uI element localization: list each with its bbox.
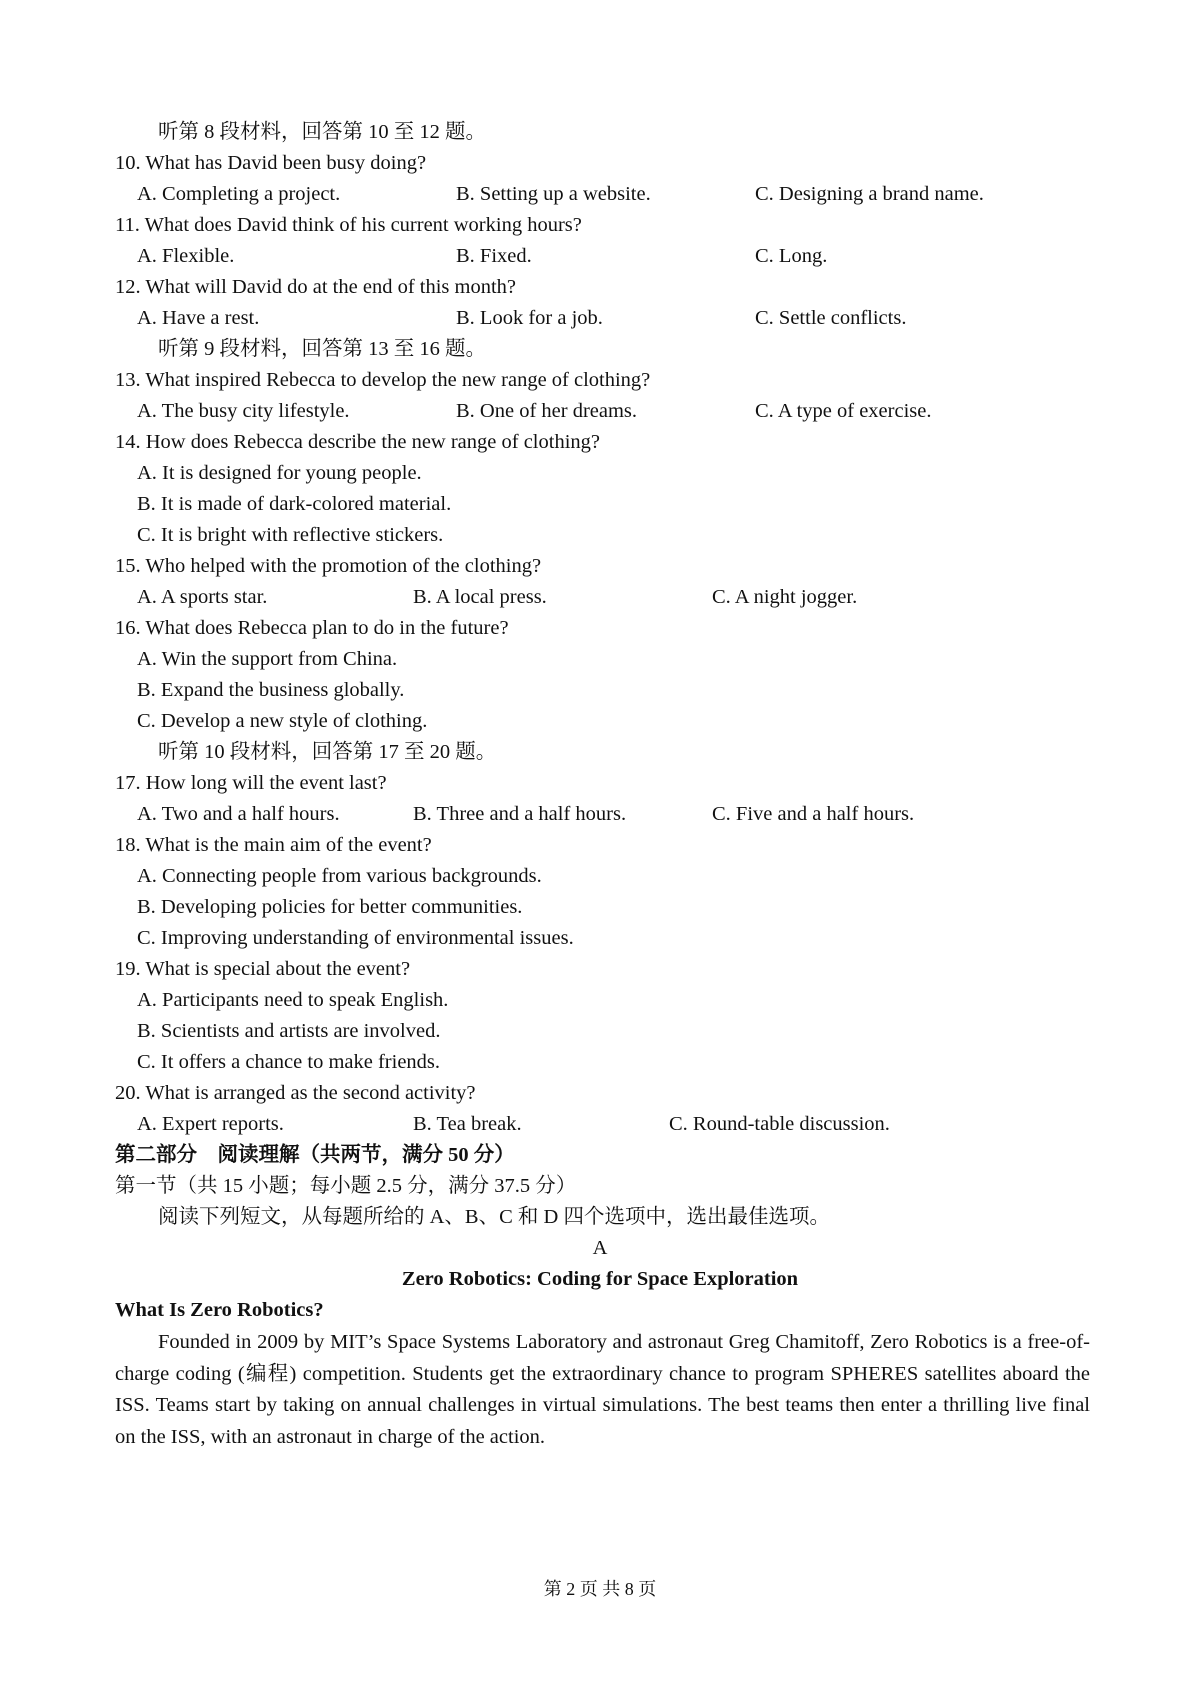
option-c: C. Develop a new style of clothing. (137, 710, 428, 732)
option-b: B. Three and a half hours. (413, 803, 627, 825)
option-c: C. It offers a chance to make friends. (137, 1051, 441, 1073)
option-a: A. Two and a half hours. (137, 803, 340, 825)
option-a: A. Expert reports. (137, 1113, 284, 1135)
option-c: C. Designing a brand name. (755, 183, 984, 205)
listening-section-8-heading: 听第 8 段材料，回答第 10 至 12 题。 (158, 121, 486, 143)
option-a: A. Participants need to speak English. (137, 989, 449, 1011)
option-c: C. It is bright with reflective stickers. (137, 524, 444, 546)
part-2-heading: 第二部分 阅读理解（共两节，满分 50 分） (115, 1144, 515, 1166)
question-16: 16. What does Rebecca plan to do in the future? (115, 617, 509, 639)
listening-section-10-heading: 听第 10 段材料，回答第 17 至 20 题。 (158, 741, 497, 763)
option-b: B. A local press. (413, 586, 547, 608)
section-1-heading: 第一节（共 15 小题；每小题 2.5 分，满分 37.5 分） (115, 1175, 577, 1197)
passage-letter: A (592, 1237, 608, 1259)
question-10: 10. What has David been busy doing? (115, 152, 427, 174)
option-b: B. Scientists and artists are involved. (137, 1020, 441, 1042)
question-13: 13. What inspired Rebecca to develop the new range of clothing? (115, 369, 651, 391)
passage-subheading: What Is Zero Robotics? (115, 1299, 324, 1321)
page-footer: 第 2 页 共 8 页 (543, 1579, 657, 1599)
option-c: C. A night jogger. (712, 586, 858, 608)
question-19: 19. What is special about the event? (115, 958, 411, 980)
question-12: 12. What will David do at the end of this month? (115, 276, 517, 298)
passage-title: Zero Robotics: Coding for Space Exploration (401, 1268, 799, 1290)
option-c: C. A type of exercise. (755, 400, 932, 422)
question-14: 14. How does Rebecca describe the new range of clothing? (115, 431, 600, 453)
option-c: C. Settle conflicts. (755, 307, 907, 329)
reading-instruction: 阅读下列短文，从每题所给的 A、B、C 和 D 四个选项中，选出最佳选项。 (158, 1206, 830, 1228)
option-a: A. A sports star. (137, 586, 268, 608)
question-18: 18. What is the main aim of the event? (115, 834, 432, 856)
question-17: 17. How long will the event last? (115, 772, 387, 794)
option-a: A. Flexible. (137, 245, 235, 267)
option-a: A. Have a rest. (137, 307, 260, 329)
option-b: B. Expand the business globally. (137, 679, 405, 701)
option-a: A. It is designed for young people. (137, 462, 422, 484)
option-b: B. Setting up a website. (456, 183, 651, 205)
option-a: A. The busy city lifestyle. (137, 400, 350, 422)
option-b: B. Tea break. (413, 1113, 522, 1135)
option-b: B. Look for a job. (456, 307, 603, 329)
option-b: B. One of her dreams. (456, 400, 638, 422)
option-b: B. It is made of dark-colored material. (137, 493, 452, 515)
option-c: C. Long. (755, 245, 828, 267)
option-b: B. Developing policies for better communities. (137, 896, 523, 918)
listening-section-9-heading: 听第 9 段材料，回答第 13 至 16 题。 (158, 338, 486, 360)
option-c: C. Improving understanding of environmental issues. (137, 927, 574, 949)
option-c: C. Five and a half hours. (712, 803, 915, 825)
passage-paragraph: Founded in 2009 by MIT’s Space Systems Laboratory and astronaut Greg Chamitoff, Zero Robotics is a free-of-charge coding (编程) competition. Students get the extraordinary chance to program SPHERES satellites aboard the ISS. Teams start by taking on annual challenges in virtual simulations. The best teams then enter a thrilling live final on the ISS, with an astronaut in charge of the action. (115, 1331, 1090, 1449)
option-a: A. Win the support from China. (137, 648, 398, 670)
option-c: C. Round-table discussion. (669, 1113, 890, 1135)
question-15: 15. Who helped with the promotion of the clothing? (115, 555, 542, 577)
option-b: B. Fixed. (456, 245, 532, 267)
question-20: 20. What is arranged as the second activity? (115, 1082, 476, 1104)
option-a: A. Completing a project. (137, 183, 341, 205)
question-11: 11. What does David think of his current working hours? (115, 214, 582, 236)
option-a: A. Connecting people from various backgrounds. (137, 865, 542, 887)
